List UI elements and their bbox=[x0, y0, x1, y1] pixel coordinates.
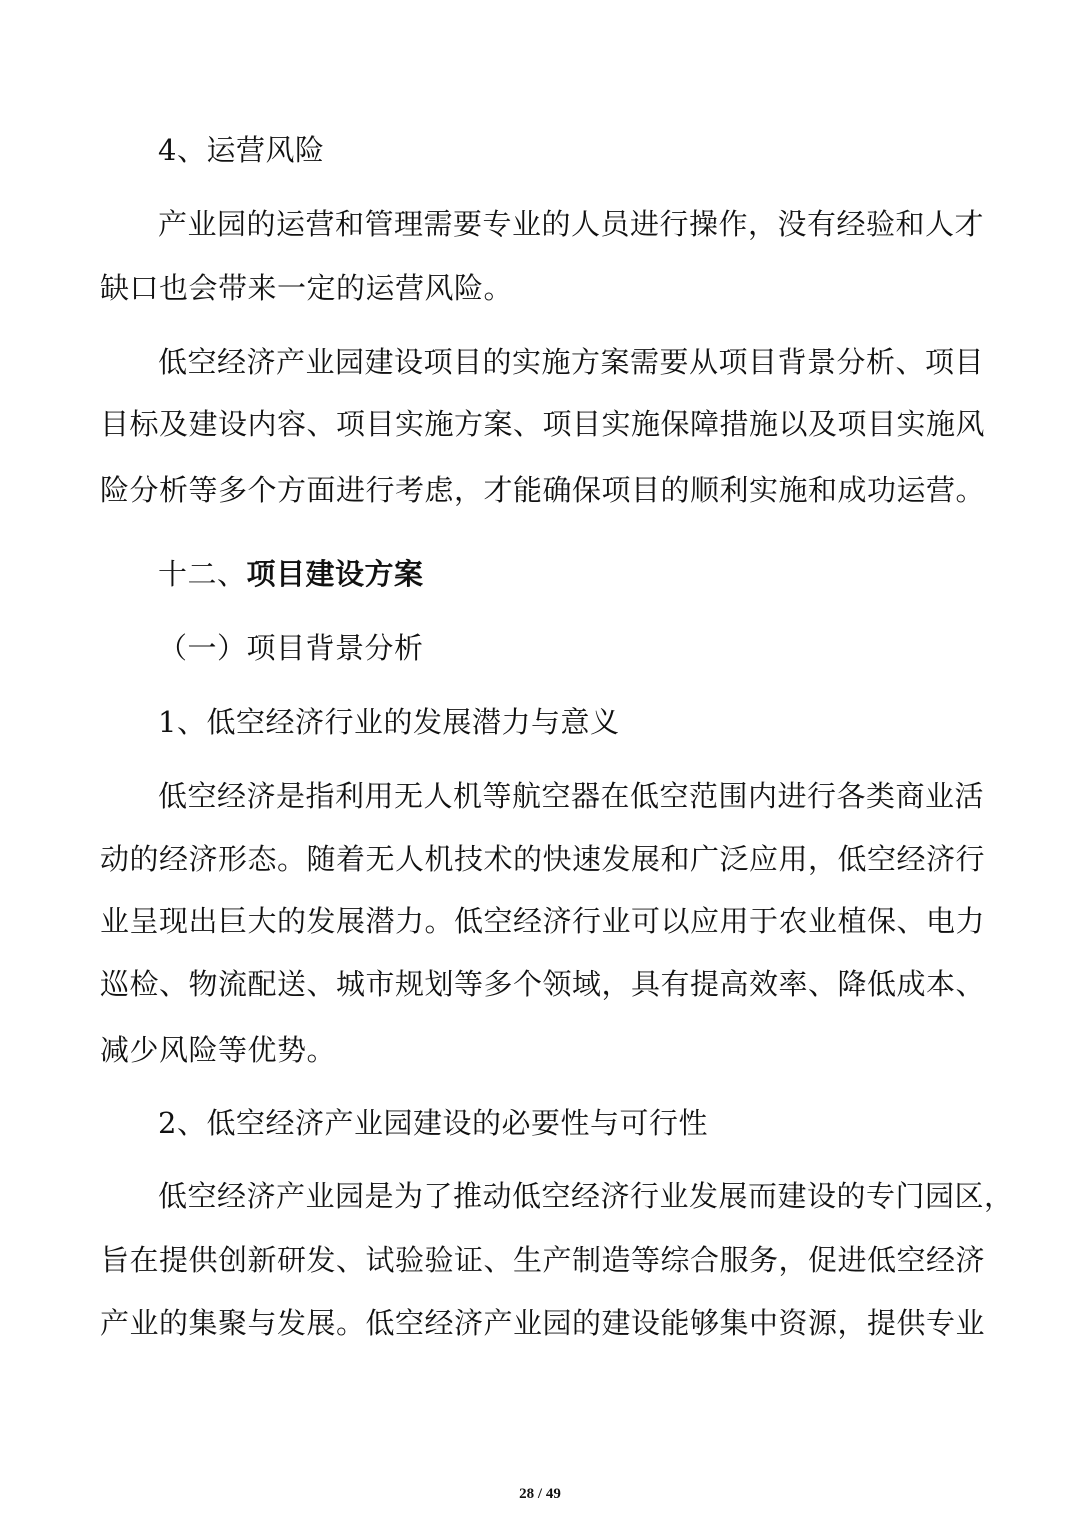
item-heading-1: 1、低空经济行业的发展潜力与意义 bbox=[158, 705, 620, 739]
paragraph-line: 产业的集聚与发展。低空经济产业园的建设能够集中资源，提供专业 bbox=[100, 1306, 986, 1340]
paragraph-line: 低空经济产业园是为了推动低空经济行业发展而建设的专门园区， bbox=[158, 1179, 1014, 1213]
paragraph-line: 动的经济形态。随着无人机技术的快速发展和广泛应用，低空经济行 bbox=[100, 842, 986, 876]
paragraph-line: 旨在提供创新研发、试验验证、生产制造等综合服务，促进低空经济 bbox=[100, 1243, 986, 1277]
paragraph-line: 产业园的运营和管理需要专业的人员进行操作，没有经验和人才 bbox=[158, 207, 985, 241]
item-heading-2: 2、低空经济产业园建设的必要性与可行性 bbox=[158, 1106, 708, 1140]
paragraph-line: 目标及建设内容、项目实施方案、项目实施保障措施以及项目实施风 bbox=[100, 407, 986, 441]
paragraph-line: 减少风险等优势。 bbox=[100, 1033, 337, 1067]
page-number: 28 / 49 bbox=[519, 1486, 561, 1502]
paragraph-line: 低空经济产业园建设项目的实施方案需要从项目背景分析、项目 bbox=[158, 345, 985, 379]
paragraph-line: 缺口也会带来一定的运营风险。 bbox=[100, 271, 514, 305]
paragraph-line: 业呈现出巨大的发展潜力。低空经济行业可以应用于农业植保、电力 bbox=[100, 904, 986, 938]
paragraph-line: 险分析等多个方面进行考虑，才能确保项目的顺利实施和成功运营。 bbox=[100, 473, 986, 507]
chapter-title: 项目建设方案 bbox=[246, 557, 424, 591]
section-heading-operational-risk: 4、运营风险 bbox=[158, 133, 325, 167]
chapter-heading bbox=[158, 554, 424, 594]
paragraph-line: 低空经济是指利用无人机等航空器在低空范围内进行各类商业活 bbox=[158, 779, 985, 813]
subsection-heading: （一）项目背景分析 bbox=[158, 631, 424, 665]
paragraph-line: 巡检、物流配送、城市规划等多个领域，具有提高效率、降低成本、 bbox=[100, 967, 986, 1001]
chapter-number: 十二、 bbox=[158, 557, 247, 591]
